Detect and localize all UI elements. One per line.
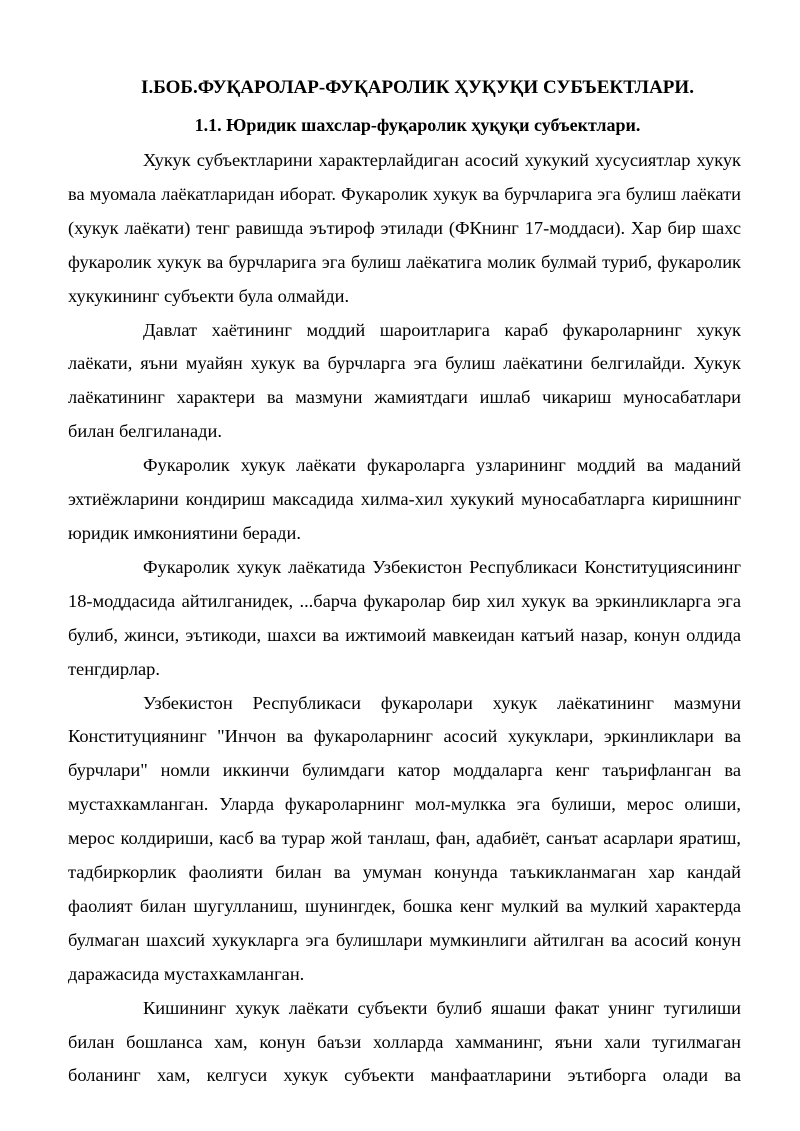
- document-page: [68, 66, 741, 1093]
- paragraph-5: Узбекистон Республикаси фукаролари хукук лаёкатининг мазмуни Конституциянинг "Инчон ва фукароларнинг асосий хукуклари, эркинликлари ва бурчлари" номли иккинчи булимдаги катор моддаларга кенг таърифланган ва мустахкамланган. Уларда фукароларнинг мол-мулкка эга булиши, мерос олиши, мерос колдириши, касб ва турар жой танлаш, фан, адабиёт, санъат асарлари яратиш, тадбиркорлик фаолияти билан ва умуман конунда таъкикланмаган хар кандай фаолият билан шугулланиш, шунингдек, бошка кенг мулкий ва мулкий характерда булмаган шахсий хукукларга эга булишлари мумкинлиги айтилган ва асосий конун даражасида мустахкамланган.: [68, 692, 741, 984]
- paragraph-3: Фукаролик хукук лаёкати фукароларга узларининг моддий ва маданий эхтиёжларини кондириш максадида хилма-хил хукукий муносабатларга киришнинг юридик имкониятини беради.: [68, 455, 741, 543]
- paragraph-6: Кишининг хукук лаёкати субъекти булиб яшаши факат унинг тугилиши билан бошланса хам, конун баъзи холларда хамманинг, яъни хали тугилмаган боланинг хам, келгуси хукук субъекти манфаатларини эътиборга олади ва: [68, 997, 741, 1086]
- paragraph-2: Давлат хаётининг моддий шароитларига караб фукароларнинг хукук лаёкати, яъни муайян хукук ва бурчларга эга булиш лаёкатини белгилайди. Хукук лаёкатининг характери ва мазмуни жамиятдаги ишлаб чикариш муносабатлари билан белгиланади.: [68, 319, 741, 442]
- paragraph-1: Хукук субъектларини характерлайдиган асосий хукукий хусусиятлар хукук ва муомала лаёкатларидан иборат. Фукаролик хукук ва бурчларига эга булиш лаёкати (хукук лаёкати) тенг равишда эътироф этилади (ФКнинг 17-моддаси). Хар бир шахс фукаролик хукук ва бурчларига эга булиш лаёкатига молик булмай туриб, фукаролик хукукининг субъекти була олмайди.: [68, 150, 741, 306]
- paragraph-4: Фукаролик хукук лаёкатида Узбекистон Республикаси Конституциясининг 18-моддасида айтилганидек, ...барча фукаролар бир хил хукук ва эркинликларга эга булиб, жинси, эътикоди, шахси ва ижтимоий мавкеидан катъий назар, конун олдида тенгдирлар.: [68, 556, 741, 679]
- section-title: 1.1. Юридик шахслар-фуқаролик ҳуқуқи субъектлари.: [194, 115, 641, 135]
- chapter-title: I.БОБ.ФУҚАРОЛАР-ФУҚАРОЛИК ҲУҚУҚИ СУБЪЕКТЛАРИ.: [141, 77, 694, 98]
